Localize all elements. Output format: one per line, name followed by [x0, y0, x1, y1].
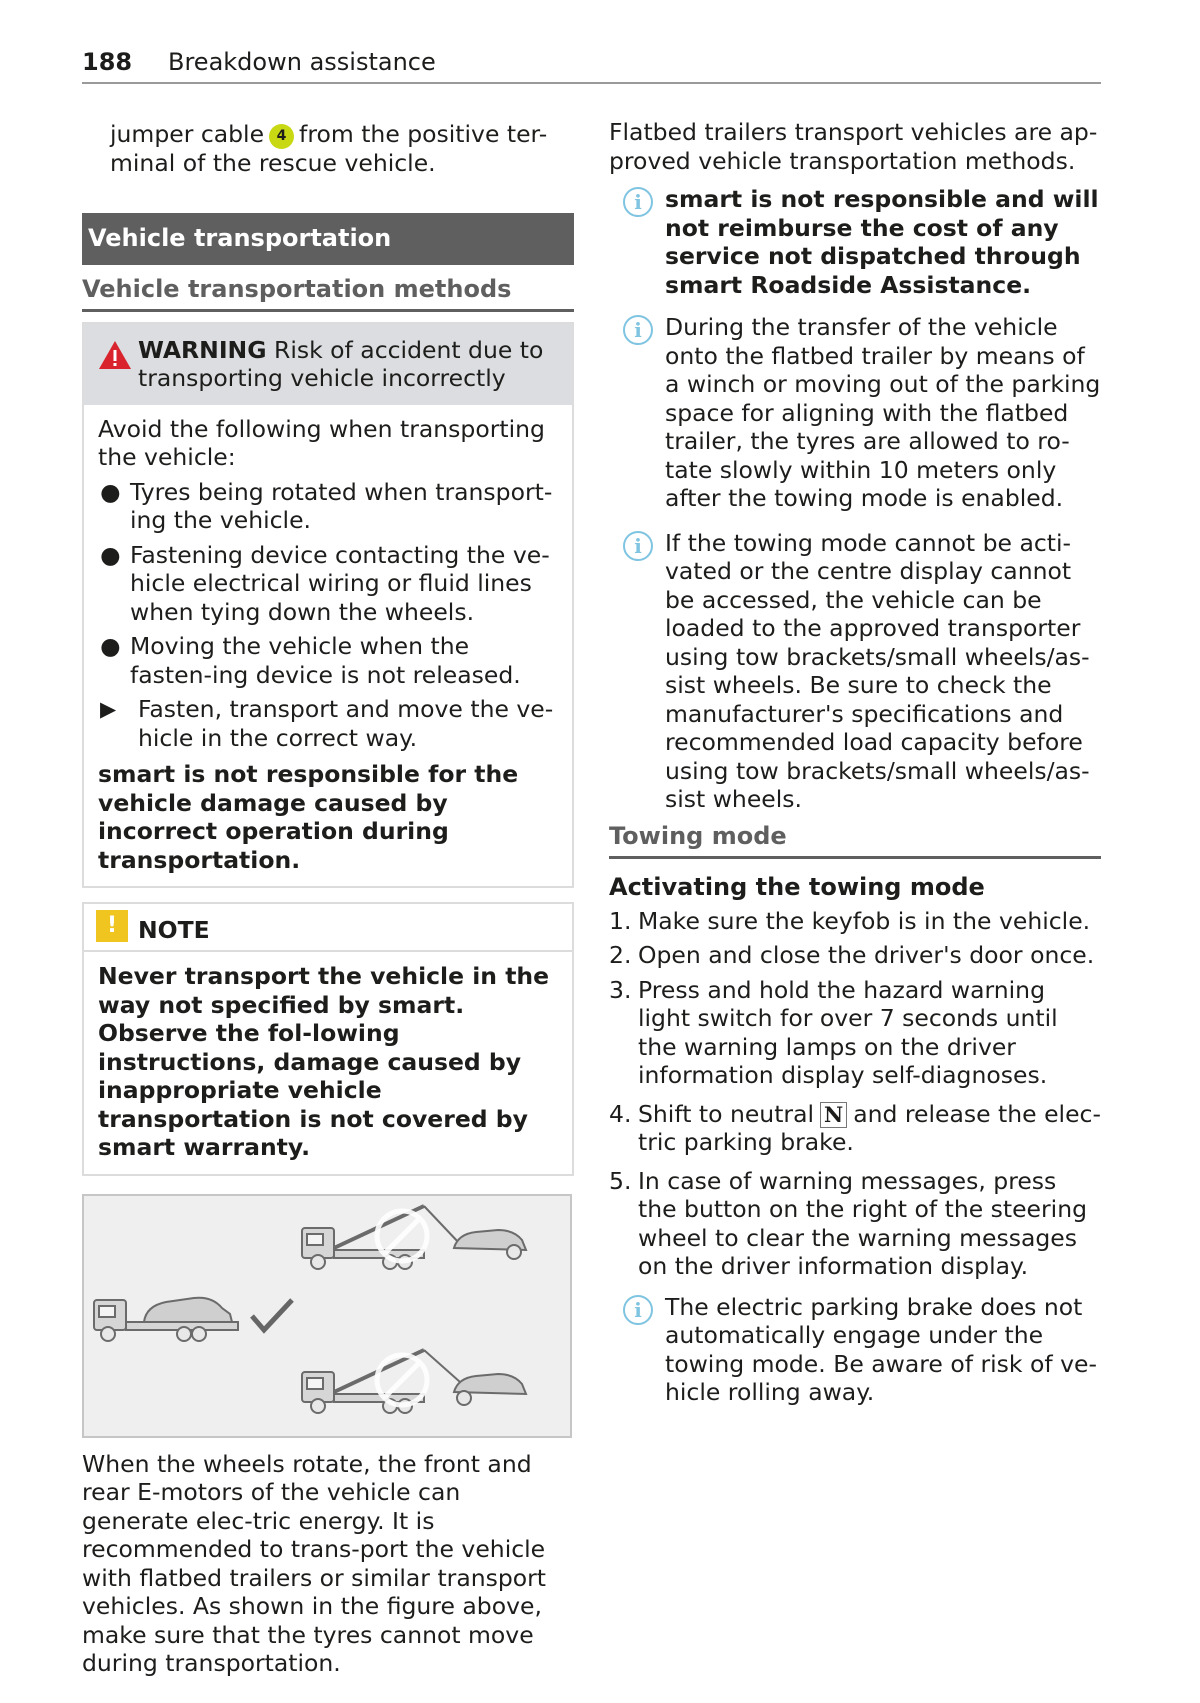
exclamation-icon: !	[96, 910, 128, 942]
neutral-gear-icon: N	[820, 1102, 847, 1128]
warning-bullet: ● Fastening device contacting the ve-hicle electrical wiring or fluid lines when tying down the wheels.	[100, 540, 550, 626]
page-number: 188	[82, 48, 133, 76]
play-arrow-icon: ▶	[100, 697, 117, 721]
warning-triangle-icon	[98, 340, 132, 370]
page-title: Breakdown assistance	[168, 48, 436, 76]
left-column	[82, 120, 574, 1678]
info-block: i During the transfer of the vehicle onto the flatbed trailer by means of a winch or moving out of the parking space for aligning with the flatbed trailer, the tyres are allowed to ro-tate slowly within 10 meters only after the towing mode is enabled.	[609, 313, 1101, 513]
step-item: 1. Make sure the keyfob is in the vehicle.	[609, 906, 1091, 935]
intro-text-pre: jumper cable	[110, 120, 265, 148]
step-item: 2. Open and close the driver's door once.	[609, 941, 1095, 969]
warning-label: WARNING	[138, 335, 267, 364]
procedure-title: Activating the towing mode	[609, 872, 985, 901]
note-header	[84, 904, 572, 952]
right-column	[609, 118, 1101, 1407]
warning-bullet: ● Tyres being rotated when transport-ing the vehicle.	[100, 477, 553, 534]
info-icon: i	[623, 1295, 653, 1325]
transport-explanation: When the wheels rotate, the front and rear E-motors of the vehicle can generate elec-tric energy. It is recommended to trans-port the vehicle with flatbed trailers or similar transport vehicles. As shown in the figure above, make sure that the tyres cannot move during transportation.	[82, 1449, 547, 1677]
note-label: NOTE	[138, 916, 210, 944]
step-item: 4. Shift to neutral N and release the elec-tric parking brake.	[609, 1099, 1101, 1156]
steps-list	[609, 907, 1101, 1281]
warning-footer: smart is not responsible for the vehicle damage caused by incorrect operation during transportation.	[98, 760, 519, 874]
intro-continuation	[82, 120, 574, 178]
info-block: i If the towing mode cannot be acti-vated or the centre display cannot be accessed, the vehicle can be loaded to the approved transporter using tow brackets/small wheels/as-sist wheels. Be sure to check the manufacturer's specifications and recommended load capacity before using tow brackets/small wheels/as-sist wheels.	[609, 529, 1101, 814]
flatbed-intro: Flatbed trailers transport vehicles are ap-proved vehicle transportation methods.	[609, 118, 1098, 175]
callout-number-icon: 4	[269, 124, 294, 149]
warning-header	[84, 324, 572, 405]
section-title: Vehicle transportation	[82, 213, 574, 265]
warning-action: ▶ Fasten, transport and move the ve-hicle in the correct way.	[100, 695, 554, 752]
warning-intro: Avoid the following when transporting the vehicle:	[98, 414, 545, 471]
warning-box	[82, 322, 574, 889]
info-block: i The electric parking brake does not automatically engage under the towing mode. Be aware of risk of ve-hicle rolling away.	[609, 1293, 1101, 1407]
info-icon: i	[623, 187, 653, 217]
info-icon: i	[623, 315, 653, 345]
step-item: 3. Press and hold the hazard warning light switch for over 7 seconds until the warning lamps on the driver information display self-diagnoses.	[609, 975, 1058, 1089]
intro-text-post: from the positive ter-minal of the rescue vehicle.	[110, 120, 548, 177]
note-text: Never transport the vehicle in the way not specified by smart. Observe the fol-lowing instructions, damage caused by inappropriate vehicle transportation is not covered by smart warranty.	[98, 962, 550, 1161]
subsection-title: Vehicle transportation methods	[82, 275, 574, 312]
transport-illustration	[82, 1194, 572, 1438]
towing-mode-title: Towing mode	[609, 822, 1101, 859]
transport-figure-svg	[84, 1196, 570, 1436]
warning-title: Risk of accident due to transporting vehicle incorrectly	[138, 335, 544, 392]
note-box	[82, 902, 574, 1176]
info-icon: i	[623, 531, 653, 561]
warning-body	[84, 405, 572, 887]
info-block: i smart is not responsible and will not reimburse the cost of any service not dispatched through smart Roadside Assistance.	[609, 185, 1101, 299]
step-item: 5. In case of warning messages, press the button on the right of the steering wheel to clear the warning messages on the driver information display.	[609, 1166, 1088, 1280]
warning-bullet: ● Moving the vehicle when the fasten-ing device is not released.	[100, 632, 521, 689]
page-header	[82, 44, 1101, 84]
